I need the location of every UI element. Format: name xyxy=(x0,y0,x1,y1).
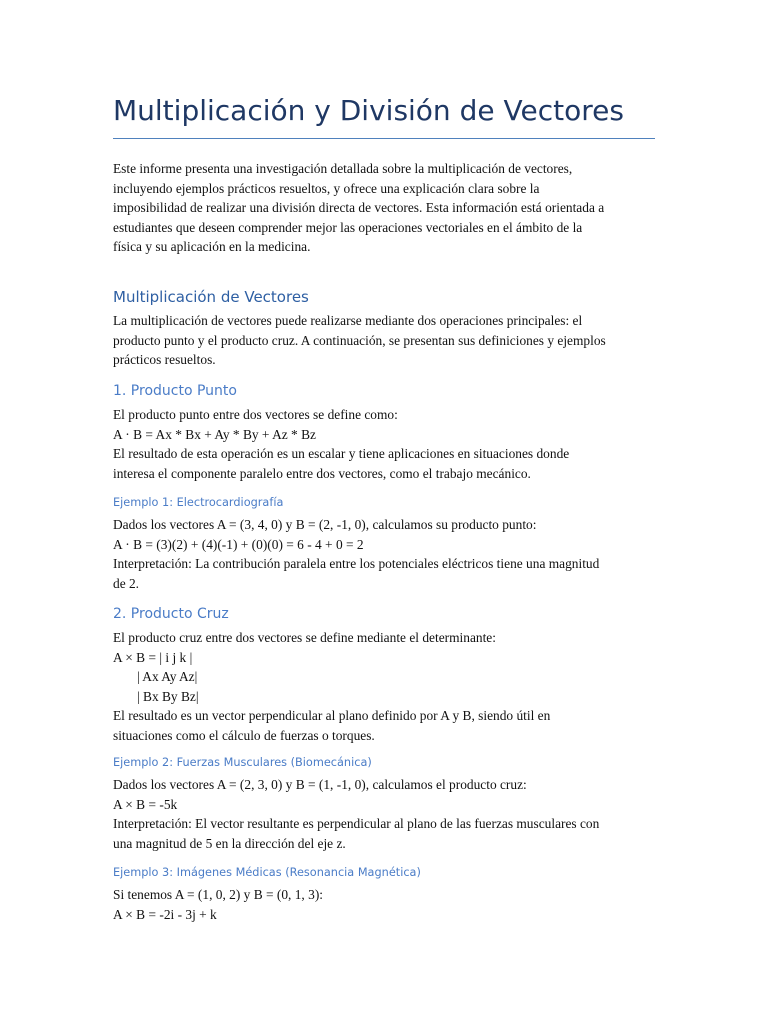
text-line: situaciones como el cálculo de fuerzas o torques. xyxy=(113,727,375,743)
formula-line: A · B = (3)(2) + (4)(-1) + (0)(0) = 6 - 4 + 0 = 2 xyxy=(113,536,364,552)
formula-line: A × B = -2i - 3j + k xyxy=(113,906,217,922)
cross-product-paragraph xyxy=(113,628,655,745)
text-line: producto punto y el producto cruz. A continuación, se presentan sus definiciones y ejemplos xyxy=(113,332,606,348)
text-line: El resultado es un vector perpendicular al plano definido por A y B, siendo útil en xyxy=(113,708,551,723)
multiplication-heading: Multiplicación de Vectores xyxy=(113,288,309,306)
example1-paragraph xyxy=(113,515,655,593)
dot-product-paragraph xyxy=(113,405,655,483)
text-line: Interpretación: La contribución paralela entre los potenciales eléctricos tiene una magnitud xyxy=(113,556,600,571)
text-line: una magnitud de 5 en la dirección del eje z. xyxy=(113,835,346,851)
text-line: El producto punto entre dos vectores se define como: xyxy=(113,407,398,422)
text-line: El producto cruz entre dos vectores se define mediante el determinante: xyxy=(113,630,496,645)
intro-paragraph xyxy=(113,159,655,257)
text-line: de 2. xyxy=(113,575,140,591)
text-line: prácticos resueltos. xyxy=(113,352,216,367)
example2-heading: Ejemplo 2: Fuerzas Musculares (Biomecánica) xyxy=(113,756,372,769)
text-line: Dados los vectores A = (2, 3, 0) y B = (1, -1, 0), calculamos el producto cruz: xyxy=(113,777,527,792)
intro-line: Este informe presenta una investigación detallada sobre la multiplicación de vectores, xyxy=(113,161,573,176)
text-line: El resultado de esta operación es un escalar y tiene aplicaciones en situaciones donde xyxy=(113,446,570,461)
intro-line: imposibilidad de realizar una división directa de vectores. Esta información está orientada a xyxy=(113,200,605,215)
text-line: Dados los vectores A = (3, 4, 0) y B = (2, -1, 0), calculamos su producto punto: xyxy=(113,517,537,532)
formula-line: A × B = -5k xyxy=(113,796,178,812)
text-line: Interpretación: El vector resultante es perpendicular al plano de las fuerzas musculares con xyxy=(113,816,600,831)
example3-heading: Ejemplo 3: Imágenes Médicas (Resonancia Magnética) xyxy=(113,866,421,879)
intro-line: estudiantes que deseen comprender mejor las operaciones vectoriales en el ámbito de la xyxy=(113,219,583,235)
determinant-line: | Bx By Bz| xyxy=(137,688,199,704)
text-line: Si tenemos A = (1, 0, 2) y B = (0, 1, 3): xyxy=(113,887,324,902)
intro-line: física y su aplicación en la medicina. xyxy=(113,239,311,254)
formula-line: A · B = Ax * Bx + Ay * By + Az * Bz xyxy=(113,426,316,442)
determinant-line: A × B = | i j k | xyxy=(113,649,193,665)
title-divider xyxy=(113,138,655,139)
intro-line: incluyendo ejemplos prácticos resueltos, y ofrece una explicación clara sobre la xyxy=(113,180,540,196)
example1-heading: Ejemplo 1: Electrocardiografía xyxy=(113,496,284,509)
text-line: interesa el componente paralelo entre dos vectores, como el trabajo mecánico. xyxy=(113,465,531,481)
cross-product-heading: 2. Producto Cruz xyxy=(113,606,229,622)
page-title: Multiplicación y División de Vectores xyxy=(113,94,624,127)
determinant-line: | Ax Ay Az| xyxy=(137,669,198,684)
text-line: La multiplicación de vectores puede realizarse mediante dos operaciones principales: el xyxy=(113,313,583,328)
example3-paragraph xyxy=(113,885,655,924)
example2-paragraph xyxy=(113,775,655,853)
multiplication-paragraph xyxy=(113,311,655,370)
dot-product-heading: 1. Producto Punto xyxy=(113,383,237,399)
